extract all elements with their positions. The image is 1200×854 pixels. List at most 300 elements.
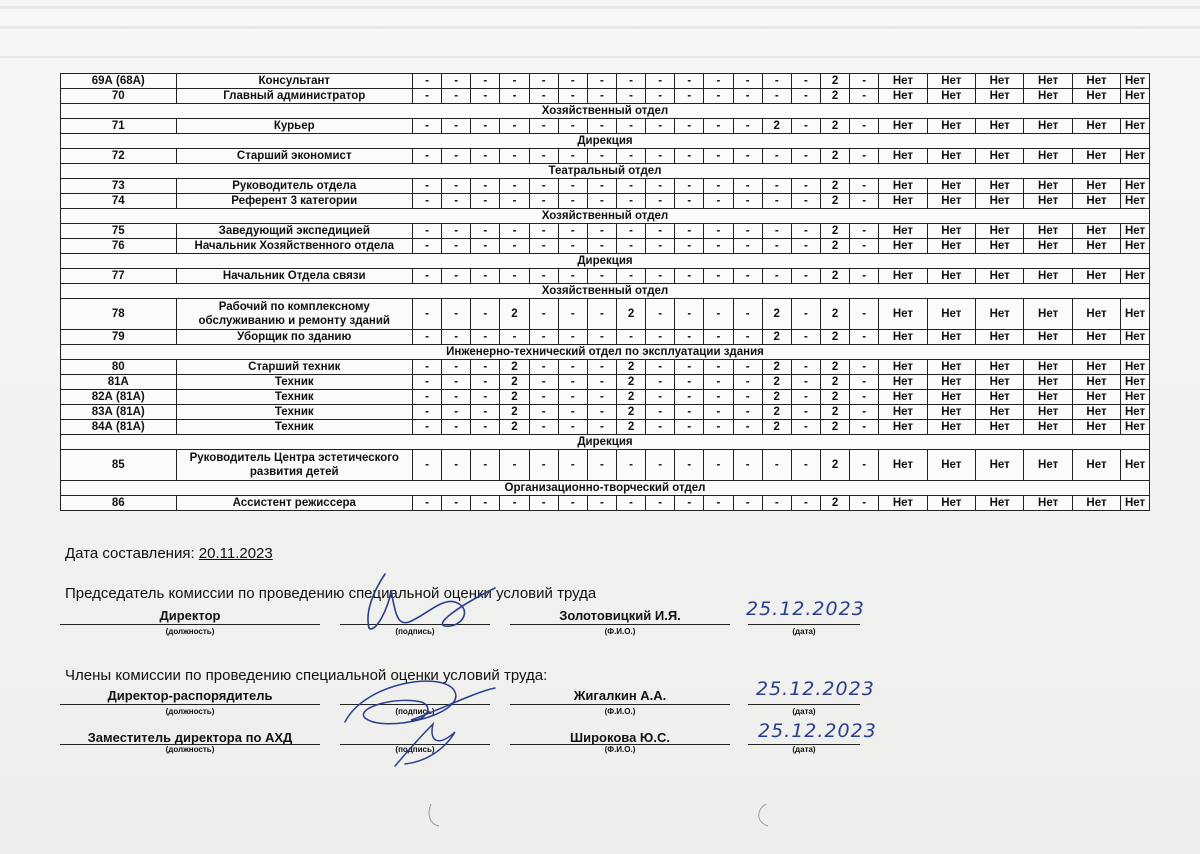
class-cell: - bbox=[675, 239, 704, 254]
class-cell: - bbox=[704, 390, 733, 405]
class-cell: - bbox=[616, 269, 645, 284]
class-cell: - bbox=[471, 74, 500, 89]
position-name: Руководитель Центра эстетического развития детей bbox=[176, 450, 413, 481]
guarantee-cell: Нет bbox=[976, 450, 1024, 481]
class-cell: 2 bbox=[820, 330, 849, 345]
class-cell: 2 bbox=[820, 496, 849, 511]
guarantee-cell: Нет bbox=[1121, 420, 1150, 435]
section-title: Хозяйственный отдел bbox=[61, 104, 1150, 119]
class-cell: - bbox=[529, 450, 558, 481]
class-cell: - bbox=[733, 420, 762, 435]
class-cell: 2 bbox=[820, 420, 849, 435]
class-cell: 2 bbox=[820, 179, 849, 194]
class-cell: - bbox=[733, 149, 762, 164]
class-cell: - bbox=[791, 239, 820, 254]
class-cell: 2 bbox=[820, 375, 849, 390]
guarantee-cell: Нет bbox=[1072, 269, 1120, 284]
class-cell: - bbox=[733, 119, 762, 134]
signature-caption: (подпись) bbox=[395, 627, 435, 636]
guarantee-cell: Нет bbox=[1024, 420, 1072, 435]
class-cell: - bbox=[646, 375, 675, 390]
class-cell: - bbox=[762, 149, 791, 164]
class-cell: - bbox=[646, 405, 675, 420]
class-cell: - bbox=[791, 179, 820, 194]
class-cell: - bbox=[500, 119, 529, 134]
class-cell: - bbox=[471, 224, 500, 239]
class-cell: - bbox=[471, 179, 500, 194]
class-cell: - bbox=[850, 89, 879, 104]
position-name: Техник bbox=[176, 405, 413, 420]
section-title: Организационно-творческий отдел bbox=[61, 481, 1150, 496]
guarantee-cell: Нет bbox=[1072, 405, 1120, 420]
guarantee-cell: Нет bbox=[1024, 89, 1072, 104]
guarantee-cell: Нет bbox=[879, 149, 927, 164]
compilation-date-value: 20.11.2023 bbox=[198, 545, 273, 562]
class-cell: 2 bbox=[762, 299, 791, 330]
class-cell: - bbox=[471, 299, 500, 330]
class-cell: - bbox=[500, 224, 529, 239]
class-cell: - bbox=[675, 420, 704, 435]
class-cell: - bbox=[675, 224, 704, 239]
guarantee-cell: Нет bbox=[927, 149, 975, 164]
compilation-date bbox=[65, 545, 273, 562]
class-cell: - bbox=[529, 330, 558, 345]
class-cell: - bbox=[471, 496, 500, 511]
class-cell: - bbox=[500, 450, 529, 481]
class-cell: - bbox=[471, 405, 500, 420]
class-cell: - bbox=[646, 89, 675, 104]
guarantee-cell: Нет bbox=[976, 119, 1024, 134]
class-cell: - bbox=[791, 224, 820, 239]
class-cell: - bbox=[558, 375, 587, 390]
position-name: Начальник Отдела связи bbox=[176, 269, 413, 284]
section-title: Хозяйственный отдел bbox=[61, 209, 1150, 224]
class-cell: - bbox=[616, 330, 645, 345]
guarantee-cell: Нет bbox=[927, 194, 975, 209]
guarantee-cell: Нет bbox=[1121, 375, 1150, 390]
class-cell: - bbox=[442, 179, 471, 194]
member-1-name-line bbox=[510, 704, 730, 705]
class-cell: - bbox=[733, 179, 762, 194]
class-cell: - bbox=[616, 224, 645, 239]
date-caption: (дата) bbox=[792, 745, 816, 754]
class-cell: 2 bbox=[820, 224, 849, 239]
class-cell: - bbox=[616, 450, 645, 481]
class-cell: - bbox=[646, 239, 675, 254]
guarantee-cell: Нет bbox=[879, 179, 927, 194]
guarantee-cell: Нет bbox=[927, 375, 975, 390]
class-cell: - bbox=[558, 299, 587, 330]
class-cell: - bbox=[616, 119, 645, 134]
class-cell: - bbox=[413, 269, 442, 284]
class-cell: - bbox=[704, 179, 733, 194]
guarantee-cell: Нет bbox=[1072, 149, 1120, 164]
class-cell: - bbox=[733, 74, 762, 89]
guarantee-cell: Нет bbox=[1072, 74, 1120, 89]
class-cell: - bbox=[791, 269, 820, 284]
class-cell: - bbox=[413, 405, 442, 420]
class-cell: - bbox=[762, 194, 791, 209]
class-cell: - bbox=[850, 179, 879, 194]
class-cell: - bbox=[791, 360, 820, 375]
position-caption: (должность) bbox=[165, 707, 215, 716]
class-cell: - bbox=[471, 119, 500, 134]
guarantee-cell: Нет bbox=[927, 74, 975, 89]
guarantee-cell: Нет bbox=[1121, 299, 1150, 330]
guarantee-cell: Нет bbox=[927, 390, 975, 405]
guarantee-cell: Нет bbox=[1121, 269, 1150, 284]
guarantee-cell: Нет bbox=[879, 496, 927, 511]
class-cell: - bbox=[413, 89, 442, 104]
class-cell: - bbox=[558, 360, 587, 375]
guarantee-cell: Нет bbox=[927, 360, 975, 375]
class-cell: - bbox=[616, 74, 645, 89]
guarantee-cell: Нет bbox=[1072, 375, 1120, 390]
class-cell: - bbox=[500, 239, 529, 254]
guarantee-cell: Нет bbox=[879, 89, 927, 104]
class-cell: 2 bbox=[616, 390, 645, 405]
class-cell: - bbox=[471, 149, 500, 164]
guarantee-cell: Нет bbox=[1072, 420, 1120, 435]
class-cell: - bbox=[646, 119, 675, 134]
class-cell: - bbox=[733, 360, 762, 375]
guarantee-cell: Нет bbox=[1024, 299, 1072, 330]
class-cell: - bbox=[791, 375, 820, 390]
guarantee-cell: Нет bbox=[1024, 194, 1072, 209]
class-cell: - bbox=[471, 89, 500, 104]
class-cell: - bbox=[529, 375, 558, 390]
class-cell: - bbox=[413, 149, 442, 164]
guarantee-cell: Нет bbox=[976, 330, 1024, 345]
position-caption: (должность) bbox=[165, 745, 215, 754]
row-number: 77 bbox=[61, 269, 177, 284]
class-cell: - bbox=[500, 496, 529, 511]
class-cell: - bbox=[704, 360, 733, 375]
class-cell: - bbox=[733, 194, 762, 209]
class-cell: - bbox=[442, 450, 471, 481]
class-cell: - bbox=[413, 179, 442, 194]
class-cell: - bbox=[500, 194, 529, 209]
guarantee-cell: Нет bbox=[1024, 405, 1072, 420]
guarantee-cell: Нет bbox=[1024, 119, 1072, 134]
member-1-name: Жигалкин А.А. bbox=[573, 688, 667, 703]
member-1-position-line bbox=[60, 704, 320, 705]
guarantee-cell: Нет bbox=[976, 89, 1024, 104]
class-cell: - bbox=[500, 89, 529, 104]
class-cell: - bbox=[442, 194, 471, 209]
section-title: Театральный отдел bbox=[61, 164, 1150, 179]
class-cell: - bbox=[646, 330, 675, 345]
class-cell: 2 bbox=[500, 299, 529, 330]
class-cell: - bbox=[704, 269, 733, 284]
class-cell: - bbox=[675, 496, 704, 511]
class-cell: - bbox=[587, 239, 616, 254]
guarantee-cell: Нет bbox=[1121, 330, 1150, 345]
guarantee-cell: Нет bbox=[1072, 390, 1120, 405]
guarantee-cell: Нет bbox=[976, 390, 1024, 405]
class-cell: - bbox=[850, 450, 879, 481]
class-cell: - bbox=[791, 390, 820, 405]
class-cell: - bbox=[587, 194, 616, 209]
chair-name: Золотовицкий И.Я. bbox=[559, 608, 681, 623]
row-number: 85 bbox=[61, 450, 177, 481]
class-cell: - bbox=[675, 89, 704, 104]
class-cell: - bbox=[587, 496, 616, 511]
class-cell: - bbox=[646, 194, 675, 209]
class-cell: - bbox=[471, 390, 500, 405]
class-cell: - bbox=[500, 149, 529, 164]
class-cell: - bbox=[646, 269, 675, 284]
class-cell: - bbox=[675, 269, 704, 284]
position-name: Техник bbox=[176, 420, 413, 435]
guarantee-cell: Нет bbox=[879, 239, 927, 254]
class-cell: - bbox=[646, 74, 675, 89]
class-cell: - bbox=[704, 450, 733, 481]
guarantee-cell: Нет bbox=[1072, 89, 1120, 104]
position-name: Начальник Хозяйственного отдела bbox=[176, 239, 413, 254]
class-cell: - bbox=[733, 269, 762, 284]
class-cell: - bbox=[646, 149, 675, 164]
section-title: Дирекция bbox=[61, 134, 1150, 149]
class-cell: - bbox=[791, 149, 820, 164]
class-cell: - bbox=[733, 224, 762, 239]
guarantee-cell: Нет bbox=[927, 119, 975, 134]
guarantee-cell: Нет bbox=[1121, 405, 1150, 420]
class-cell: 2 bbox=[820, 450, 849, 481]
guarantee-cell: Нет bbox=[879, 269, 927, 284]
guarantee-cell: Нет bbox=[1072, 194, 1120, 209]
guarantee-cell: Нет bbox=[1121, 224, 1150, 239]
guarantee-cell: Нет bbox=[927, 420, 975, 435]
class-cell: - bbox=[558, 239, 587, 254]
class-cell: - bbox=[704, 375, 733, 390]
row-number: 79 bbox=[61, 330, 177, 345]
class-cell: - bbox=[675, 149, 704, 164]
guarantee-cell: Нет bbox=[976, 194, 1024, 209]
class-cell: - bbox=[471, 450, 500, 481]
guarantee-cell: Нет bbox=[1121, 89, 1150, 104]
class-cell: - bbox=[704, 330, 733, 345]
class-cell: - bbox=[675, 375, 704, 390]
class-cell: - bbox=[442, 360, 471, 375]
class-cell: - bbox=[442, 239, 471, 254]
class-cell: 2 bbox=[762, 375, 791, 390]
guarantee-cell: Нет bbox=[1072, 239, 1120, 254]
class-cell: - bbox=[500, 269, 529, 284]
class-cell: - bbox=[413, 450, 442, 481]
guarantee-cell: Нет bbox=[1024, 360, 1072, 375]
position-name: Курьер bbox=[176, 119, 413, 134]
class-cell: - bbox=[558, 194, 587, 209]
class-cell: - bbox=[675, 119, 704, 134]
class-cell: - bbox=[471, 360, 500, 375]
guarantee-cell: Нет bbox=[1121, 74, 1150, 89]
class-cell: - bbox=[471, 239, 500, 254]
position-name: Техник bbox=[176, 375, 413, 390]
guarantee-cell: Нет bbox=[1121, 194, 1150, 209]
position-caption: (должность) bbox=[165, 627, 215, 636]
position-name: Референт 3 категории bbox=[176, 194, 413, 209]
guarantee-cell: Нет bbox=[927, 496, 975, 511]
class-cell: - bbox=[791, 299, 820, 330]
guarantee-cell: Нет bbox=[1024, 450, 1072, 481]
guarantee-cell: Нет bbox=[927, 330, 975, 345]
class-cell: - bbox=[791, 119, 820, 134]
class-cell: - bbox=[850, 119, 879, 134]
class-cell: - bbox=[791, 405, 820, 420]
class-cell: 2 bbox=[820, 149, 849, 164]
guarantee-cell: Нет bbox=[976, 269, 1024, 284]
class-cell: - bbox=[850, 239, 879, 254]
class-cell: - bbox=[616, 149, 645, 164]
guarantee-cell: Нет bbox=[927, 179, 975, 194]
row-number: 84А (81А) bbox=[61, 420, 177, 435]
class-cell: - bbox=[646, 360, 675, 375]
class-cell: - bbox=[616, 496, 645, 511]
class-cell: - bbox=[558, 450, 587, 481]
guarantee-cell: Нет bbox=[879, 450, 927, 481]
staple-mark bbox=[425, 800, 455, 830]
class-cell: - bbox=[704, 420, 733, 435]
class-cell: - bbox=[500, 74, 529, 89]
class-cell: - bbox=[733, 496, 762, 511]
class-cell: - bbox=[646, 450, 675, 481]
guarantee-cell: Нет bbox=[927, 224, 975, 239]
class-cell: - bbox=[442, 149, 471, 164]
class-cell: - bbox=[704, 89, 733, 104]
name-caption: (Ф.И.О.) bbox=[604, 707, 636, 716]
row-number: 81А bbox=[61, 375, 177, 390]
class-cell: - bbox=[850, 390, 879, 405]
position-name: Заведующий экспедицией bbox=[176, 224, 413, 239]
class-cell: - bbox=[704, 194, 733, 209]
guarantee-cell: Нет bbox=[1121, 360, 1150, 375]
class-cell: - bbox=[675, 330, 704, 345]
class-cell: - bbox=[791, 496, 820, 511]
name-caption: (Ф.И.О.) bbox=[604, 627, 636, 636]
chair-handwritten-date: 25.12.2023 bbox=[746, 598, 865, 620]
class-cell: - bbox=[733, 89, 762, 104]
signature-caption: (подпись) bbox=[395, 745, 435, 754]
class-cell: - bbox=[558, 405, 587, 420]
member-2-position: Заместитель директора по АХД bbox=[87, 730, 293, 745]
row-number: 69А (68А) bbox=[61, 74, 177, 89]
guarantee-cell: Нет bbox=[1072, 299, 1120, 330]
class-cell: - bbox=[587, 149, 616, 164]
class-cell: - bbox=[413, 299, 442, 330]
class-cell: - bbox=[704, 119, 733, 134]
row-number: 74 bbox=[61, 194, 177, 209]
class-cell: - bbox=[646, 179, 675, 194]
member-1-handwritten-date: 25.12.2023 bbox=[756, 678, 875, 700]
guarantee-cell: Нет bbox=[879, 420, 927, 435]
class-cell: - bbox=[587, 299, 616, 330]
class-cell: - bbox=[733, 375, 762, 390]
class-cell: - bbox=[675, 299, 704, 330]
class-cell: - bbox=[558, 149, 587, 164]
class-cell: - bbox=[733, 330, 762, 345]
class-cell: - bbox=[587, 224, 616, 239]
class-cell: - bbox=[704, 74, 733, 89]
row-number: 83А (81А) bbox=[61, 405, 177, 420]
class-cell: - bbox=[675, 194, 704, 209]
guarantee-cell: Нет bbox=[1072, 179, 1120, 194]
guarantee-cell: Нет bbox=[1121, 119, 1150, 134]
class-cell: - bbox=[850, 405, 879, 420]
position-name: Консультант bbox=[176, 74, 413, 89]
member-2-handwritten-date: 25.12.2023 bbox=[758, 720, 877, 742]
class-cell: - bbox=[442, 390, 471, 405]
class-cell: - bbox=[413, 420, 442, 435]
guarantee-cell: Нет bbox=[976, 224, 1024, 239]
class-cell: - bbox=[558, 420, 587, 435]
guarantee-cell: Нет bbox=[1072, 360, 1120, 375]
class-cell: - bbox=[471, 330, 500, 345]
class-cell: 2 bbox=[820, 119, 849, 134]
class-cell: - bbox=[442, 330, 471, 345]
row-number: 72 bbox=[61, 149, 177, 164]
class-cell: - bbox=[675, 450, 704, 481]
class-cell: - bbox=[850, 149, 879, 164]
class-cell: - bbox=[704, 239, 733, 254]
guarantee-cell: Нет bbox=[976, 239, 1024, 254]
guarantee-cell: Нет bbox=[879, 74, 927, 89]
class-cell: - bbox=[762, 450, 791, 481]
class-cell: 2 bbox=[820, 74, 849, 89]
class-cell: - bbox=[733, 405, 762, 420]
class-cell: 2 bbox=[500, 405, 529, 420]
position-name: Уборщик по зданию bbox=[176, 330, 413, 345]
row-number: 82А (81А) bbox=[61, 390, 177, 405]
row-number: 75 bbox=[61, 224, 177, 239]
guarantee-cell: Нет bbox=[976, 74, 1024, 89]
class-cell: - bbox=[850, 420, 879, 435]
class-cell: - bbox=[529, 405, 558, 420]
class-cell: - bbox=[413, 375, 442, 390]
guarantee-cell: Нет bbox=[1024, 390, 1072, 405]
class-cell: - bbox=[587, 420, 616, 435]
guarantee-cell: Нет bbox=[879, 119, 927, 134]
member-2-name: Широкова Ю.С. bbox=[570, 730, 670, 745]
guarantee-cell: Нет bbox=[927, 89, 975, 104]
guarantee-cell: Нет bbox=[927, 269, 975, 284]
class-cell: - bbox=[791, 420, 820, 435]
class-cell: - bbox=[616, 239, 645, 254]
class-cell: - bbox=[471, 375, 500, 390]
guarantee-cell: Нет bbox=[976, 496, 1024, 511]
guarantee-cell: Нет bbox=[1024, 496, 1072, 511]
class-cell: - bbox=[529, 149, 558, 164]
position-name: Старший техник bbox=[176, 360, 413, 375]
section-title: Дирекция bbox=[61, 254, 1150, 269]
class-cell: - bbox=[413, 74, 442, 89]
guarantee-cell: Нет bbox=[1024, 239, 1072, 254]
guarantee-cell: Нет bbox=[976, 299, 1024, 330]
members-heading: Члены комиссии по проведению специальной оценки условий труда: bbox=[65, 667, 548, 684]
class-cell: 2 bbox=[820, 390, 849, 405]
date-caption: (дата) bbox=[792, 707, 816, 716]
guarantee-cell: Нет bbox=[1024, 179, 1072, 194]
class-cell: - bbox=[646, 496, 675, 511]
class-cell: - bbox=[587, 390, 616, 405]
class-cell: - bbox=[675, 405, 704, 420]
class-cell: - bbox=[791, 194, 820, 209]
class-cell: - bbox=[587, 74, 616, 89]
class-cell: - bbox=[733, 390, 762, 405]
compilation-date-label: Дата составления: bbox=[65, 545, 199, 562]
guarantee-cell: Нет bbox=[879, 375, 927, 390]
class-cell: - bbox=[471, 194, 500, 209]
